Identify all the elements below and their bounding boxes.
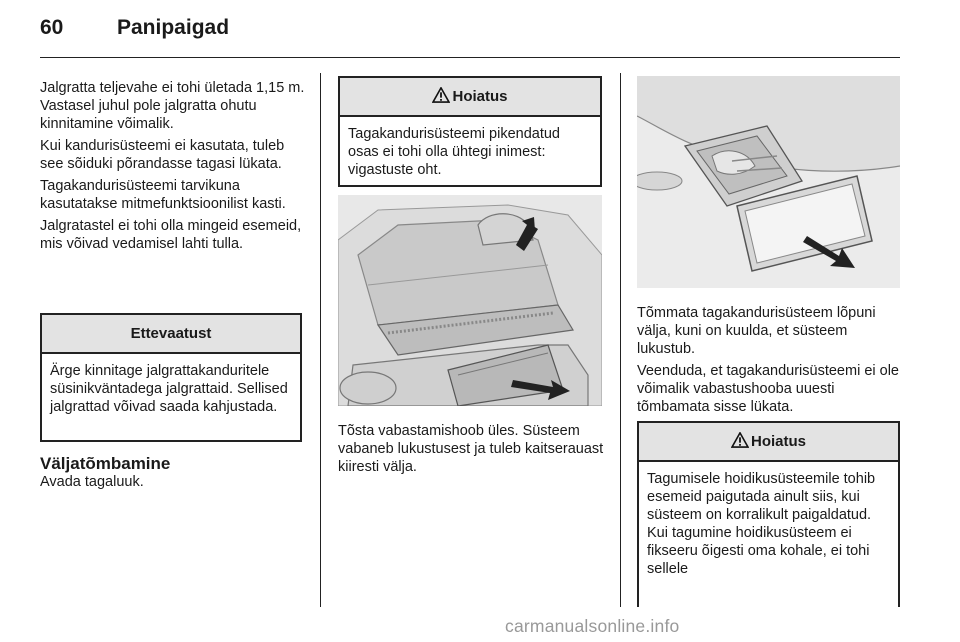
warning-title: Hoiatus bbox=[750, 433, 806, 450]
column-divider-2 bbox=[620, 73, 621, 607]
caution-box bbox=[40, 313, 302, 442]
paragraph: Kui kandurisüsteemi ei kasutata, tuleb see sõiduki põrandasse tagasi lükata. bbox=[40, 138, 285, 172]
paragraph: Jalgratta teljevahe ei tohi ületada 1,15 m. Vastasel juhul pole jalgratta ohutu kinnitamine võimalik. bbox=[40, 80, 305, 132]
illustration-caption: Tõsta vabastamishoob üles. Süsteem vabaneb lukustusest ja tuleb kaitserauast kiiresti välja. bbox=[338, 423, 604, 475]
watermark: carmanualsonline.info bbox=[505, 616, 680, 636]
caution-text: Ärge kinnitage jalgrattakanduritele süsinikväntadega jalgrattaid. Sellised jalgrattad võivad saada kahjustada. bbox=[50, 363, 288, 415]
caution-title: Ettevaatust bbox=[42, 315, 300, 354]
paragraph: Tagakandurisüsteemi tarvikuna kasutatakse mitmefunktsioonilist kasti. bbox=[40, 178, 286, 212]
paragraph: Jalgratastel ei tohi olla mingeid esemeid, mis võivad vedamisel lahti tulla. bbox=[40, 218, 302, 252]
warning-box bbox=[338, 76, 602, 187]
warning-header bbox=[340, 78, 600, 117]
header-rule bbox=[40, 57, 900, 58]
illustration-pull-out-carrier bbox=[637, 76, 900, 288]
page-number: 60 bbox=[40, 16, 64, 39]
paragraph: Tõmmata tagakandurisüsteem lõpuni välja, kuni on kuulda, et süsteem lukustub. bbox=[637, 305, 876, 357]
section-heading: Väljatõmbamine bbox=[40, 454, 171, 473]
column-3-text bbox=[637, 304, 907, 420]
paragraph: Veenduda, et tagakandurisüsteemi ei ole võimalik vabastushooba uuesti tõmbamata sisse lükata. bbox=[637, 363, 899, 415]
illustration-release-lever bbox=[338, 195, 602, 406]
section-text: Avada tagaluuk. bbox=[40, 474, 144, 490]
warning-triangle-icon bbox=[432, 87, 450, 103]
warning-title: Hoiatus bbox=[452, 88, 508, 105]
page-title: Panipaigad bbox=[117, 16, 230, 39]
column-divider-1 bbox=[320, 73, 321, 607]
warning-text: Tagakandurisüsteemi pikendatud osas ei tohi olla ühtegi inimest: vigastuste oht. bbox=[348, 126, 560, 178]
column-1 bbox=[40, 79, 306, 257]
warning-text: Tagumisele hoidikusüsteemile tohib esemeid paigutada ainult siis, kui süsteem on korralikult paigaldatud. Kui tagumine hoidikusüsteem ei fikseeru õigesti oma kohale, ei tohi sellele bbox=[647, 471, 876, 577]
warning-box bbox=[637, 421, 900, 607]
warning-triangle-icon bbox=[731, 432, 749, 448]
warning-header bbox=[639, 423, 898, 462]
